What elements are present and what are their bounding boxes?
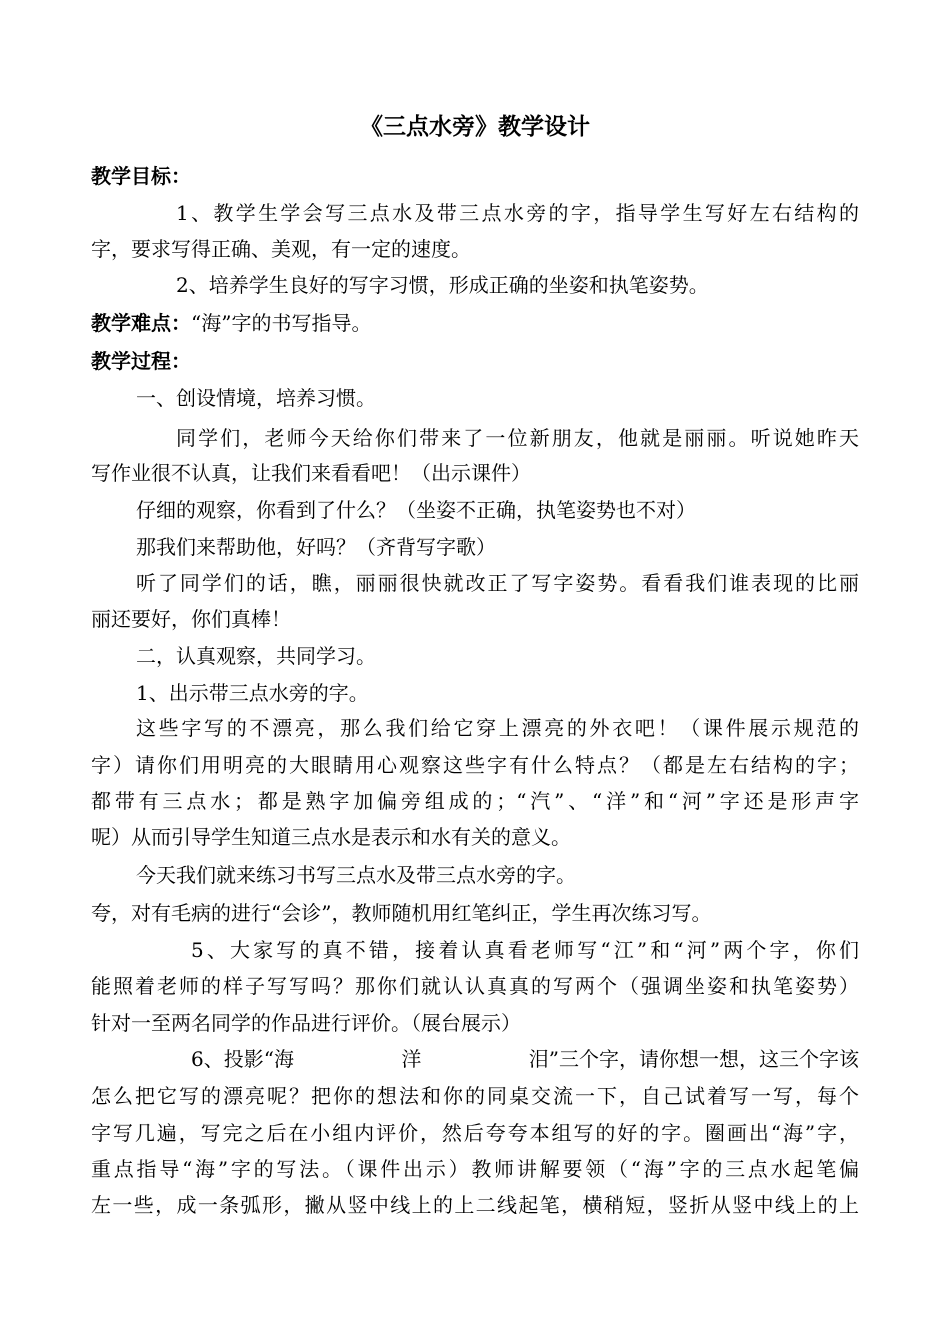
item-6-line-3: 字写几遍，写完之后在小组内评价，然后夸夸本组写的好的字。圈画出“海”字， xyxy=(91,1121,859,1145)
objective-item-1-line-2: 字，要求写得正确、美观，有一定的速度。 xyxy=(91,237,471,261)
paragraph-4-line-2: 丽还要好，你们真棒！ xyxy=(91,607,291,631)
section-2-item-1: 1、出示带三点水旁的字。 xyxy=(136,681,369,705)
paragraph-7: 夸，对有毛病的进行“会诊”，教师随机用红笔纠正，学生再次练习写。 xyxy=(91,901,712,925)
item-5-line-1: 5、大家写的真不错，接着认真看老师写“江”和“河”两个字，你们 xyxy=(191,938,859,962)
difficulty-text: “海”字的书写指导。 xyxy=(191,311,372,335)
section-1-title: 一、创设情境，培养习惯。 xyxy=(136,386,376,410)
paragraph-4-line-1: 听了同学们的话，瞧，丽丽很快就改正了写字姿势。看看我们谁表现的比丽 xyxy=(136,571,859,595)
paragraph-3: 那我们来帮助他，好吗？（齐背写字歌） xyxy=(136,535,496,559)
objectives-heading: 教学目标： xyxy=(91,164,191,188)
paragraph-1-line-2: 写作业很不认真，让我们来看看吧！（出示课件） xyxy=(91,461,531,485)
process-heading: 教学过程： xyxy=(91,349,191,373)
objective-item-1-line-1: 1、教学生学会写三点水及带三点水旁的字，指导学生写好左右结构的 xyxy=(176,201,859,225)
item-6-part-c: 泪”三个字，请你想一想，这三个字该 xyxy=(528,1047,859,1071)
item-5-line-2: 能照着老师的样子写写吗？那你们就认认真真的写两个（强调坐姿和执笔姿势） xyxy=(91,974,859,998)
difficulty-heading: 教学难点： xyxy=(91,311,191,335)
paragraph-1-line-1: 同学们，老师今天给你们带来了一位新朋友，他就是丽丽。听说她昨天 xyxy=(176,426,859,450)
item-6-part-b: 洋 xyxy=(401,1047,422,1071)
item-6-line-4: 重点指导“海”字的写法。（课件出示）教师讲解要领（“海”字的三点水起笔偏 xyxy=(91,1157,859,1181)
item-5-line-3: 针对一至两名同学的作品进行评价。（展台展示） xyxy=(91,1011,521,1035)
item-6-line-1 xyxy=(191,1046,859,1072)
document-title: 《三点水旁》教学设计 xyxy=(360,113,590,140)
paragraph-5-line-3: 都带有三点水；都是熟字加偏旁组成的；“汽”、“洋”和“河”字还是形声字 xyxy=(91,789,859,813)
item-6-line-5: 左一些，成一条弧形，撇从竖中线上的上二线起笔，横稍短，竖折从竖中线上的上 xyxy=(91,1193,859,1217)
paragraph-5-line-2: 字）请你们用明亮的大眼睛用心观察这些字有什么特点？（都是左右结构的字； xyxy=(91,753,859,777)
item-6-line-2: 怎么把它写的漂亮呢？把你的想法和你的同桌交流一下，自己试着写一写，每个 xyxy=(91,1084,859,1108)
paragraph-6: 今天我们就来练习书写三点水及带三点水旁的字。 xyxy=(136,863,576,887)
difficulty-line xyxy=(91,310,371,336)
objective-item-2: 2、培养学生良好的写字习惯，形成正确的坐姿和执笔姿势。 xyxy=(176,273,709,297)
item-6-part-a: 6、投影“海 xyxy=(191,1047,294,1071)
paragraph-5-line-1: 这些字写的不漂亮，那么我们给它穿上漂亮的外衣吧！（课件展示规范的 xyxy=(136,716,859,740)
paragraph-5-line-4: 呢）从而引导学生知道三点水是表示和水有关的意义。 xyxy=(91,825,571,849)
paragraph-2: 仔细的观察，你看到了什么？（坐姿不正确，执笔姿势也不对） xyxy=(136,498,696,522)
section-2-title: 二，认真观察，共同学习。 xyxy=(136,644,376,668)
